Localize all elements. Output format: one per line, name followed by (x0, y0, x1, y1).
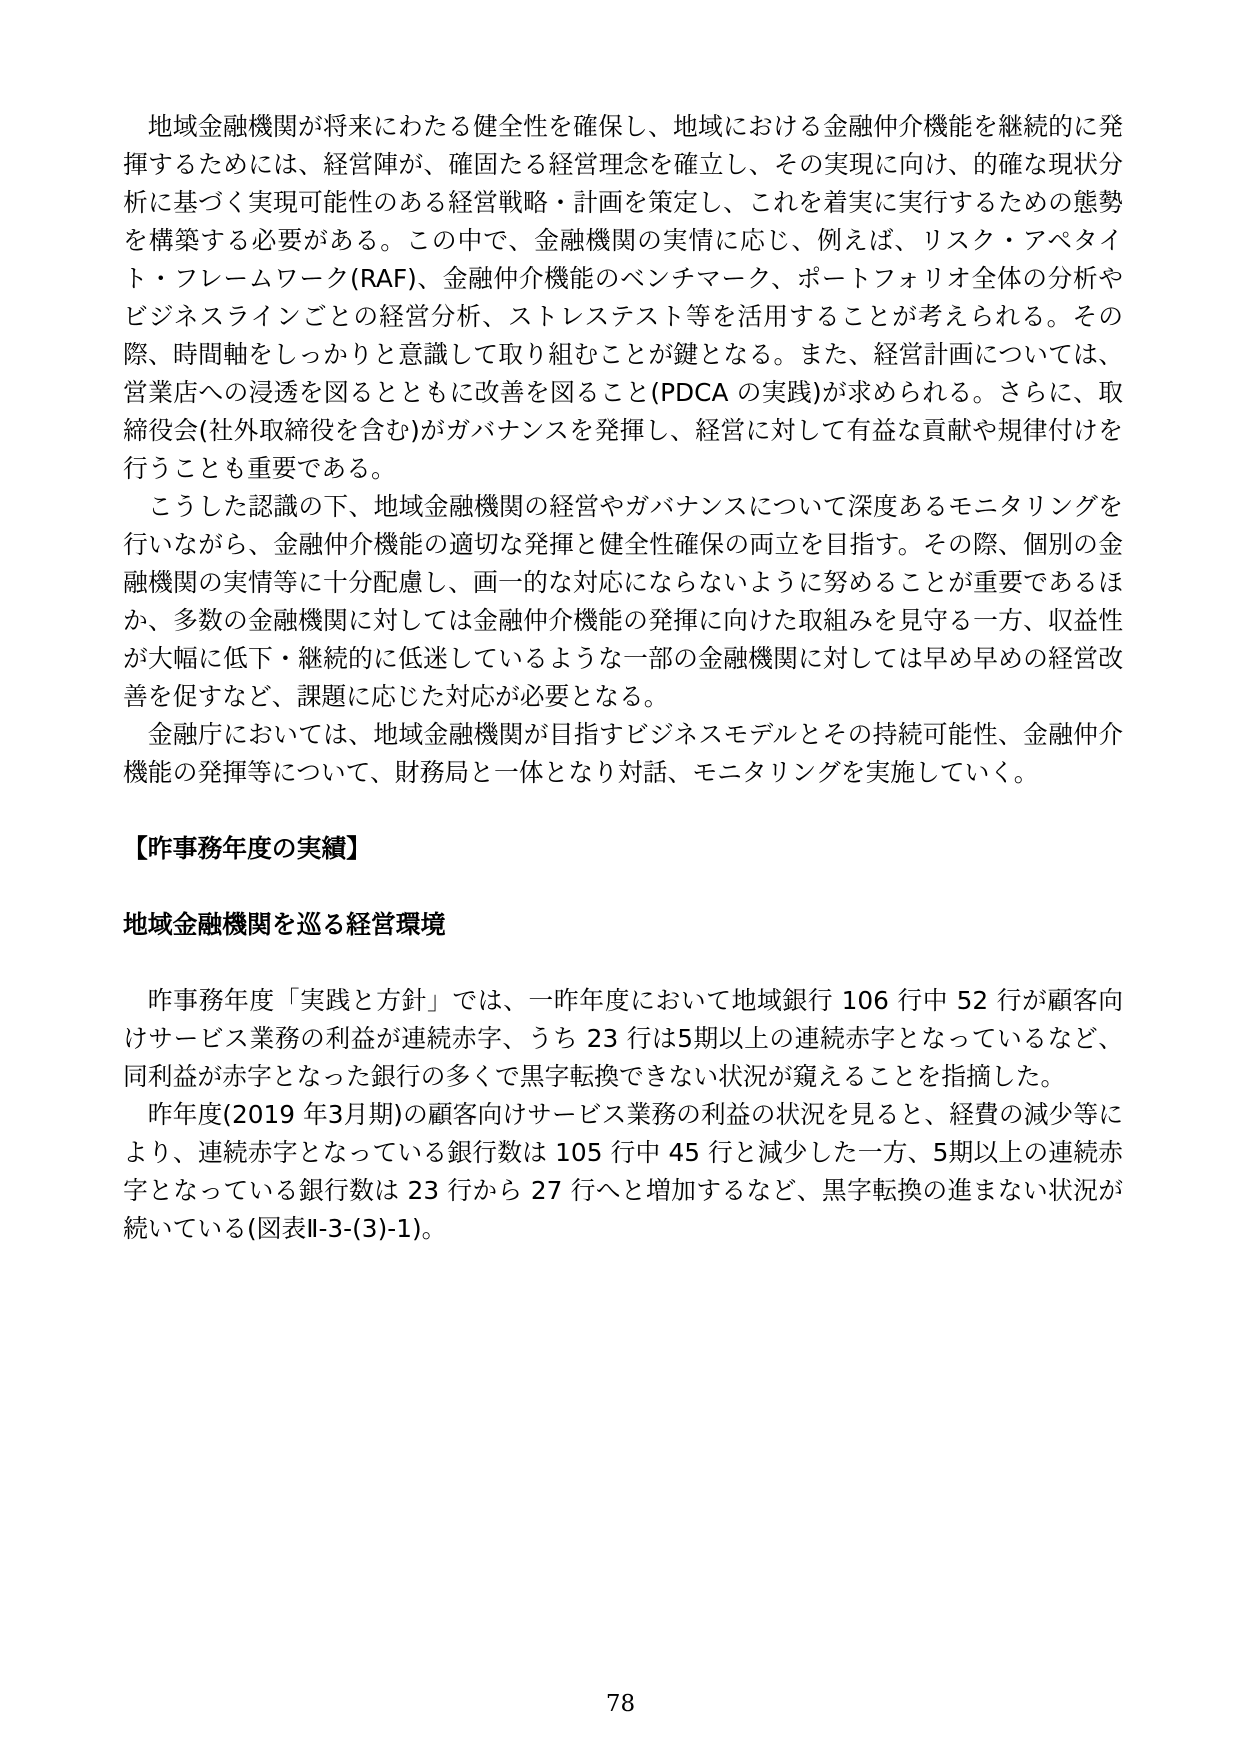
paragraph-intro-2: こうした認識の下、地域金融機関の経営やガバナンスについて深度あるモニタリングを行いながら、金融仲介機能の適切な発揮と健全性確保の両立を目指す。その際、個別の金融機関の実情等に十分配慮し、画一的な対応にならないように努めることが重要であるほか、多数の金融機関に対しては金融仲介機能の発揮に向けた取組みを見守る一方、収益性が大幅に低下・継続的に低迷しているような一部の金融機関に対しては早め早めの経営改善を促すなど、課題に応じた対応が必要となる。 (123, 492, 1123, 711)
section-heading: 【昨事務年度の実績】 (123, 834, 371, 863)
paragraph-intro-3: 金融庁においては、地域金融機関が目指すビジネスモデルとその持続可能性、金融仲介機能の発揮等について、財務局と一体となり対話、モニタリングを実施していく。 (123, 720, 1123, 787)
paragraph-intro-1: 地域金融機関が将来にわたる健全性を確保し、地域における金融仲介機能を継続的に発揮するためには、経営陣が、確固たる経営理念を確立し、その実現に向け、的確な現状分析に基づく実現可能性のある経営戦略・計画を策定し、これを着実に実行するための態勢を構築する必要がある。この中で、金融機関の実情に応じ、例えば、リスク・アペタイト・フレームワーク(RAF)、金融仲介機能のベンチマーク、ポートフォリオ全体の分析やビジネスラインごとの経営分析、ストレステスト等を活用することが考えられる。その際、時間軸をしっかりと意識して取り組むことが鍵となる。また、経営計画については、営業店への浸透を図るとともに改善を図ること(PDCA の実践)が求められる。さらに、取締役会(社外取締役を含む)がガバナンスを発揮し、経営に対して有益な貢献や規律付けを行うことも重要である。 (123, 112, 1123, 483)
subsection-heading: 地域金融機関を巡る経営環境 (123, 910, 446, 939)
paragraph-results-2: 昨年度(2019 年3月期)の顧客向けサービス業務の利益の状況を見ると、経費の減少等により、連続赤字となっている銀行数は 105 行中 45 行と減少した一方、5期以上の連続赤字となっている銀行数は 23 行から 27 行へと増加するなど、黒字転換の進まない状況が続いている(図表Ⅱ-3-(3)-1)。 (123, 1100, 1123, 1243)
paragraph-results-1: 昨事務年度「実践と方針」では、一昨年度において地域銀行 106 行中 52 行が顧客向けサービス業務の利益が連続赤字、うち 23 行は5期以上の連続赤字となっているなど、同利益が赤字となった銀行の多くで黒字転換できない状況が窺えることを指摘した。 (123, 986, 1123, 1091)
page-content (123, 108, 1123, 1248)
page-number: 78 (605, 1691, 636, 1717)
